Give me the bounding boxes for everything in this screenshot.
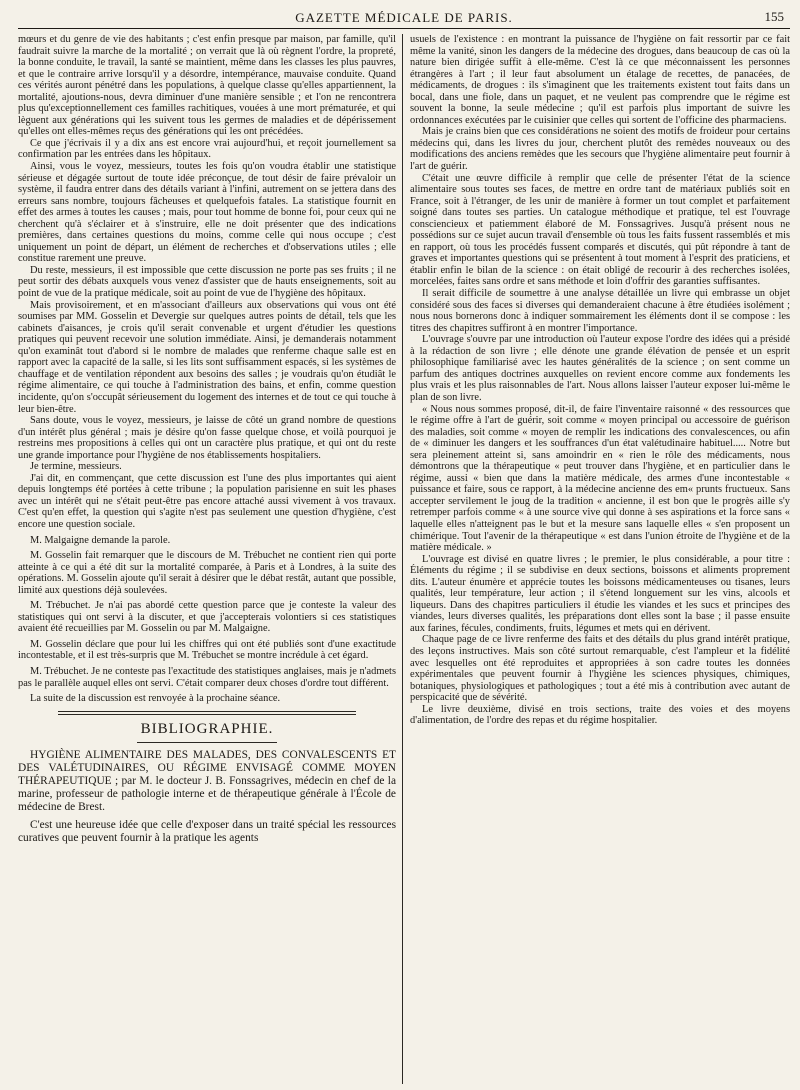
- section-separator: [58, 711, 356, 715]
- right-column: [410, 34, 790, 1086]
- text-columns: [18, 34, 790, 1086]
- paragraph: M. Trébuchet. Je n'ai pas abordé cette question parce que je conteste la valeur des statistiques qui ont servi à la discuter, et que j'accepterais volontiers si ces statistiques avaient été recueillies par M. Gosselin ou par M. Malgaigne.: [18, 600, 396, 635]
- paragraph: La suite de la discussion est renvoyée à la prochaine séance.: [30, 693, 281, 705]
- book-entry: HYGIÈNE ALIMENTAIRE DES MALADES, DES CONVALESCENTS ET DES VALÉTUDINAIRES, OU RÉGIME ENVISAGÉ COMME MOYEN THÉRAPEUTIQUE ; par M. le docteur J. B. Fonssagrives, médecin en chef de la marine, professeur de pathologie interne et de thérapeutique générale à l'École de médecine de Brest.: [18, 748, 396, 814]
- left-column: [18, 34, 396, 1086]
- paragraph: C'était une œuvre difficile à remplir que celle de présenter l'état de la science alimentaire sous toutes ses faces, de mettre en ordre tant de matériaux publiés soit en France, soit à l'étranger, de les unir de manière à former un tout complet et parfaitement soigné dans toutes ses parties. Un catalogue méthodique et pratique, tel est l'ouvrage consciencieux et patiemment élaboré de M. Fonssagrives. Jusqu'à présent nous ne possédions sur ce sujet aucun travail d'ensemble où tous les faits fussent rassemblés et mis en rapport, où tous les procédés fussent comparés et discutés, qui pût répondre à tant de graves et importantes questions qui se présentent à tout moment à l'esprit des praticiens, et établir enfin le bilan de la science : on était obligé de recourir à des recherches isolées, morcelées, faites sans ordre et sans méthode et loin d'offrir des garanties suffisantes.: [410, 172, 790, 288]
- journal-title: GAZETTE MÉDICALE DE PARIS.: [295, 10, 513, 25]
- paragraph: Ainsi, vous le voyez, messieurs, toutes les fois qu'on voudra établir une statistique sérieuse et dégagée surtout de toute idée préconçue, de tout désir de faire prévaloir un système, il faudra entrer dans des détails variant à l'infini, autrement on se jettera dans des erreurs sans nombre, toujours fâcheuses et quelquefois fatales. La statistique fournit en effet des armes à toutes les causes ; mais, pour tout homme de bonne foi, pour ceux qui ne cherchent qu'à s'éclairer et à s'instruire, elle ne doit présenter que des indications premières, dans certaines questions du moins, comme celle qui nous occupe ; c'est uniquement un point de départ, un élément de recherches et d'observations utiles ; elle constitue rarement une preuve.: [18, 161, 396, 265]
- page-number: 155: [764, 9, 784, 24]
- paragraph: C'est une heureuse idée que celle d'exposer dans un traité spécial les ressources curatives que peuvent fournir à la pratique les agents: [18, 818, 396, 844]
- paragraph: Mais je crains bien que ces considérations ne soient des motifs de froideur pour certains médecins qui, dans les livres du jour, cherchent plutôt des remèdes nouveaux ou des modifications des anciens remèdes que les secours que l'hygiène alimentaire peut fournir à l'art de guérir.: [410, 126, 790, 173]
- quotation: « Nous nous sommes proposé, dit-il, de faire l'inventaire raisonné « des ressources que le régime offre à l'art de guérir, soit comme « moyen principal ou accessoire de guérison des maladies, soit comme « moyen de remplir les indications des convalescences, ou afin de « diminuer les dangers et les souffrances d'un état valétudinaire habituel..... Notre but sera pleinement atteint si, sans amoindrir en « rien le rôle des médicaments, nous démontrons que la thérapeutique « peut trouver dans l'hygiène, et en particulier dans le régime, aussi « bien que dans la matière médicale, des armes d'une incontestable « puissance et faire, sous ce rapport, à la médecine ancienne des em« prunts fructueux. Sans accepter servilement le joug de la tradition « ancienne, il est bon que le progrès aille s'y retremper parfois comme « à une source vive qui donne à ses aspirations et la force sans « laquelle elles n'atteignent pas le but et la mesure sans laquelle elles « s'en proposent un chimérique. Tout l'avenir de la thérapeutique « est dans l'union étroite de l'hygiène et de la matière médicale. »: [410, 403, 790, 554]
- paragraph: Ce que j'écrivais il y a dix ans est encore vrai aujourd'hui, et reçoit journellement sa confirmation par les entrées dans les hôpitaux.: [18, 137, 396, 161]
- page-header: [18, 8, 790, 29]
- paragraph: L'ouvrage est divisé en quatre livres ; le premier, le plus considérable, a pour titre : Éléments du régime ; il se subdivise en deux sections, boissons et aliments proprement dits. L'auteur énumère et apprécie toutes les boissons médicamenteuses ou tisanes, leurs qualités, leur température, leur action ; il s'étend longuement sur les vins, alcools et liqueurs. Dans des chapitres particuliers il étudie les viandes et les sucs et principes des viandes, leurs diverses qualités, les préparations dont elles sont la base ; il passe ensuite aux farines, fécules, condiments, fruits, légumes et mets qui en dérivent.: [410, 553, 790, 634]
- bibliography-heading: BIBLIOGRAPHIE.: [140, 720, 274, 737]
- paragraph: M. Malgaigne demande la parole.: [30, 534, 171, 546]
- paragraph: M. Gosselin fait remarquer que le discours de M. Trébuchet ne contient rien qui porte atteinte à ce qui a été dit sur la mortalité comparée, à Paris et à Londres, à la suite des opérations. M. Gosselin ajoute qu'il serait à désirer que le débat restât, autant que possible, limité aux questions déjà soulevées.: [18, 550, 396, 596]
- paragraph: Il serait difficile de soumettre à une analyse détaillée un livre qui embrasse un objet considéré sous des faces si diverses qui demanderaient chacune à être étudiées isolément ; nous nous bornerons donc à indiquer sommairement les éléments dont il se compose : les titres des chapitres suffiront à en montrer l'importance.: [410, 288, 790, 334]
- paragraph: M. Gosselin déclare que pour lui les chiffres qui ont été publiés sont d'une exactitude incontestable, et il est très-surpris que M. Trébuchet se montre incrédule à cet égard.: [18, 638, 396, 662]
- paragraph: Sans doute, vous le voyez, messieurs, je laisse de côté un grand nombre de questions d'un intérêt plus général ; mais je désire qu'on fasse quelque chose, et voilà pourquoi je restreins mes propositions à celles qui ont un caractère plus pratique, et qui ont du reste une grande importance pour l'hygiène de nos établissements hospitaliers.: [18, 415, 396, 461]
- paragraph: Mais provisoirement, et en m'associant d'ailleurs aux observations qui vous ont été soumises par MM. Gosselin et Devergie sur quelques autres points de détail, tels que les cabinets d'aisances, je crois qu'il serait convenable et urgent d'étudier les questions pratiques qui peuvent recevoir une solution immédiate. Ainsi, je demanderais notamment qu'on examinât tout d'abord si le nombre de malades que renferme chaque salle est en rapport avec la capacité de la salle, si les lits sont suffisamment espacés, si les systèmes de chauffage et de ventilation répondent aux besoins des salles ; je voudrais qu'on étudiât le régime alimentaire, ce qui touche à l'administration des bains, et enfin, comme question incidente, qu'on s'occupât sérieusement du logement des internes et de tout ce qui touche à leur bien-être.: [18, 299, 396, 415]
- paragraph: L'ouvrage s'ouvre par une introduction où l'auteur expose l'ordre des idées qui a présidé à la rédaction de son livre ; elle dénote une grande élévation de pensée et un esprit philosophique familiarisé avec les hautes généralités de la science ; on sent comme un parfum des antiques doctrines auxquelles on revient encore comme aux fondements les plus vrais et les plus raisonnables de l'art. Nous allons laisser l'auteur exposer lui-même le plan de son livre.: [410, 334, 790, 403]
- paragraph: Je termine, messieurs.: [30, 461, 122, 473]
- paragraph: Chaque page de ce livre renferme des faits et des détails du plus grand intérêt pratique, des leçons instructives. Mais son côté surtout remarquable, c'est l'ampleur et la fidélité avec lesquelles ont été reproduites et appropriées à son cadre toutes les données expérimentales que peuvent fournir à l'hygiène les sciences physiques, chimiques, botaniques, physiologiques et pathologiques ; tout a été mis à contribution avec autant de perspicacité que de sévérité.: [410, 634, 790, 704]
- paragraph: Le livre deuxième, divisé en trois sections, traite des voies et des moyens d'alimentation, de l'ordre des repas et du régime hospitalier.: [410, 703, 790, 727]
- paragraph: mœurs et du genre de vie des habitants ; c'est enfin presque par maison, par famille, qu'il faudrait suivre la marche de la mortalité ; on verrait que là où règnent l'ordre, la propreté, la bonne conduite, le travail, la santé se maintient, même dans les classes les plus pauvres, et que le contraire arrive lorsqu'il y a désordre, intempérance, mauvaise conduite. Quand ces vérités auront pénétré dans les populations, à quelque classe qu'elles appartiennent, la mortalité, ajoutions-nous, devra diminuer d'une manière sensible ; et l'on ne rencontrera plus qu'exceptionnellement ces familles rachitiques, vouées à une mort prématurée, et qui lèguent aux générations qui les suivent tous les germes de maladies et de dépérissement qu'elles ont elles-mêmes reçus des générations qui les ont précédées.: [18, 34, 396, 138]
- paragraph: M. Trébuchet. Je ne conteste pas l'exactitude des statistiques anglaises, mais je n'admets pas le parallèle auquel elles ont servi. C'était comparer deux choses d'ordre tout différent.: [18, 665, 396, 689]
- heading-underline: [137, 742, 277, 743]
- paragraph: Du reste, messieurs, il est impossible que cette discussion ne porte pas ses fruits ; il ne peut sortir des débats auxquels vous venez d'assister que de hauts enseignements, soit au point de vue de la pratique médicale, soit au point de vue de l'hygiène des hôpitaux.: [18, 264, 396, 300]
- paragraph: J'ai dit, en commençant, que cette discussion est l'une des plus importantes qui aient depuis longtemps été portées à cette tribune ; la population parisienne en suit les phases avec un intérêt qui ne s'était peut-être pas encore attaché aussi vivement à vos travaux. C'est qu'en effet, la question qui s'agite n'est pas seulement une question d'hygiène, c'est encore une question sociale.: [18, 472, 396, 530]
- paragraph: usuels de l'existence : en montrant la puissance de l'hygiène on fait ressortir par ce fait même la vanité, sinon les dangers de la médecine des drogues, dans beaucoup de cas où la nature bien dirigée suffit à elle-même. C'est là ce que méconnaissent les personnes étrangères à l'art ; il leur faut absolument un étalage de recettes, de panacées, de médicaments, de drogues : ils s'imaginent que les traitements existent tout faits dans un bocal, dans une fiole, dans un paquet, et ne veulent pas comprendre que le régime est souvent la bonne, la seule médecine ; qu'il est parfois plus important de suivre les ordonnances exécutées par le cuisinier que celles qui sortent de l'officine des pharmaciens.: [410, 34, 790, 126]
